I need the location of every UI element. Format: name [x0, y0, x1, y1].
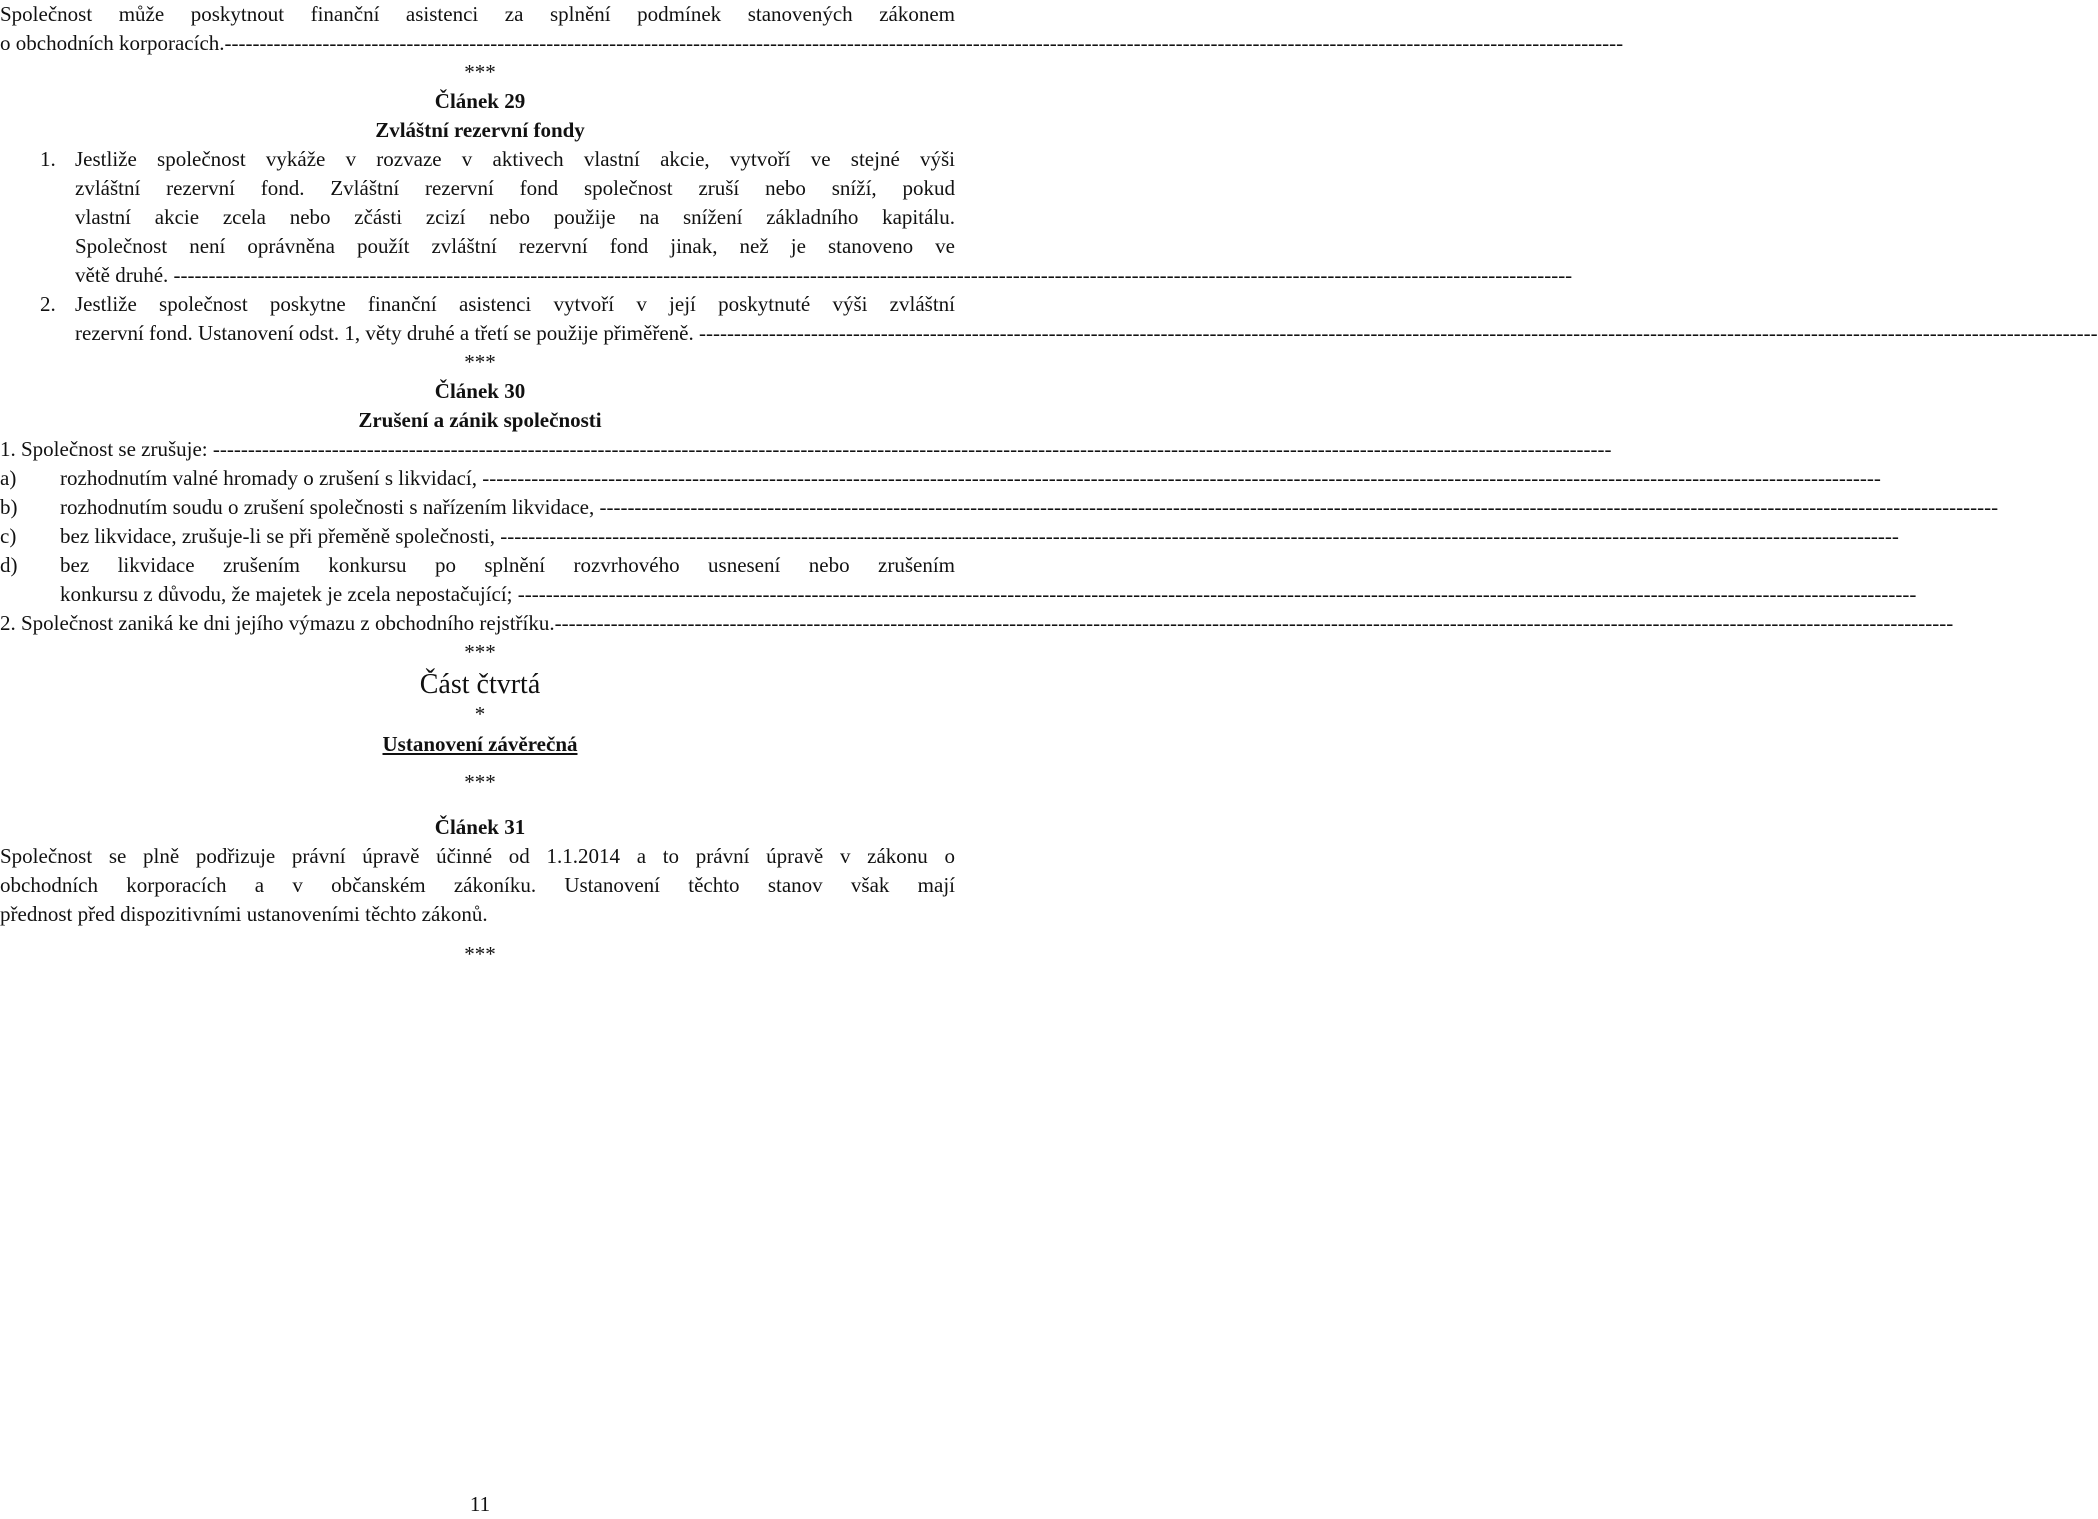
art30-item-d-last-row — [60, 580, 1917, 609]
art30-item-a-row — [0, 464, 1881, 493]
dash-filler: -------------------------------------------------------------------------------------------------------------------------------------------------------------------------------------------------------- — [482, 466, 1881, 490]
art29-p2-line: Jestliže společnost poskytne finanční asistenci vytvoří v její poskytnuté výši zvláštní — [75, 292, 955, 316]
art31-line: obchodních korporacích a v občanském zákoníku. Ustanovení těchto stanov však mají — [0, 873, 955, 897]
item-text: bez likvidace, zrušuje-li se při přeměně společnosti, — [60, 524, 496, 548]
intro-line-1: Společnost může poskytnout finanční asistenci za splnění podmínek stanovených zákonem — [0, 2, 955, 26]
dash-filler: -------------------------------------------------------------------------------------------------------------------------------------------------------------------------------------------------------- — [599, 495, 1999, 519]
art30-p1-row — [0, 435, 1612, 464]
dash-filler: -------------------------------------------------------------------------------------------------------------------------------------------------------------------------------------------------------- — [698, 321, 2098, 345]
item-d-line-1: bez likvidace zrušením konkursu po splnění rozvrhového usnesení nebo zrušením — [60, 553, 955, 577]
art29-p2-number: 2. — [40, 292, 56, 316]
dash-filler: -------------------------------------------------------------------------------------------------------------------------------------------------------------------------------------------------------- — [224, 31, 1624, 55]
part-4-star: * — [474, 702, 486, 726]
item-text: rozhodnutím valné hromady o zrušení s likvidací, — [60, 466, 477, 490]
part-4-heading: Ustanovení závěrečná — [382, 732, 578, 756]
article-31-title: Článek 31 — [434, 815, 526, 839]
art30-item-b-row — [0, 493, 1999, 522]
item-d-line-2: konkursu z důvodu, že majetek je zcela nepostačující; — [60, 582, 513, 606]
separator-stars: *** — [464, 942, 496, 966]
separator-stars: *** — [464, 350, 496, 374]
item-label: b) — [0, 495, 18, 519]
article-29-subtitle: Zvláštní rezervní fondy — [375, 118, 585, 142]
article-29-title: Článek 29 — [434, 89, 526, 113]
dash-filler: -------------------------------------------------------------------------------------------------------------------------------------------------------------------------------------------------------- — [500, 524, 1899, 548]
item-label: d) — [0, 553, 18, 577]
separator-stars: *** — [464, 60, 496, 84]
art29-p1-line: zvláštní rezervní fond. Zvláštní rezervní fond společnost zruší nebo sníží, pokud — [75, 176, 955, 200]
art29-p1-line: Společnost není oprávněna použít zvláštní rezervní fond jinak, než je stanoveno ve — [75, 234, 955, 258]
art30-p2-row — [0, 609, 1954, 638]
art31-line: Společnost se plně podřizuje právní úpravě účinné od 1.1.2014 a to právní úpravě v zákonu o — [0, 844, 955, 868]
separator-stars: *** — [464, 770, 496, 794]
page-number: 11 — [469, 1492, 491, 1516]
item-text: rozhodnutím soudu o zrušení společnosti s nařízením likvidace, — [60, 495, 595, 519]
art29-p1-line: vlastní akcie zcela nebo zčásti zcizí nebo použije na snížení základního kapitálu. — [75, 205, 955, 229]
dash-filler: -------------------------------------------------------------------------------------------------------------------------------------------------------------------------------------------------------- — [554, 611, 1954, 635]
dash-filler: -------------------------------------------------------------------------------------------------------------------------------------------------------------------------------------------------------- — [517, 582, 1917, 606]
dash-filler: -------------------------------------------------------------------------------------------------------------------------------------------------------------------------------------------------------- — [212, 437, 1612, 461]
item-label: c) — [0, 524, 17, 548]
art29-p2-last-row — [75, 319, 2098, 348]
art30-item-c-row — [0, 522, 1899, 551]
article-30-title: Článek 30 — [434, 379, 526, 403]
art31-line: přednost před dispozitivními ustanoveními těchto zákonů. — [0, 902, 488, 926]
item-label: a) — [0, 466, 17, 490]
art29-p1-last-row — [75, 261, 1573, 290]
intro-line-2-row — [0, 29, 1624, 58]
art29-p1-line: větě druhé. — [75, 263, 169, 287]
dash-filler: -------------------------------------------------------------------------------------------------------------------------------------------------------------------------------------------------------- — [173, 263, 1573, 287]
art29-p1-line: Jestliže společnost vykáže v rozvaze v aktivech vlastní akcie, vytvoří ve stejné výši — [75, 147, 955, 171]
part-4-title: Část čtvrtá — [419, 669, 541, 700]
art30-p1: 1. Společnost se zrušuje: — [0, 437, 208, 461]
art29-p2-line: rezervní fond. Ustanovení odst. 1, věty druhé a třetí se použije přiměřeně. — [75, 321, 694, 345]
intro-line-2: o obchodních korporacích. — [0, 31, 225, 55]
art30-p2: 2. Společnost zaniká ke dni jejího výmazu z obchodního rejstříku. — [0, 611, 555, 635]
article-30-subtitle: Zrušení a zánik společnosti — [358, 408, 602, 432]
art29-p1-number: 1. — [40, 147, 56, 171]
separator-stars: *** — [464, 640, 496, 664]
